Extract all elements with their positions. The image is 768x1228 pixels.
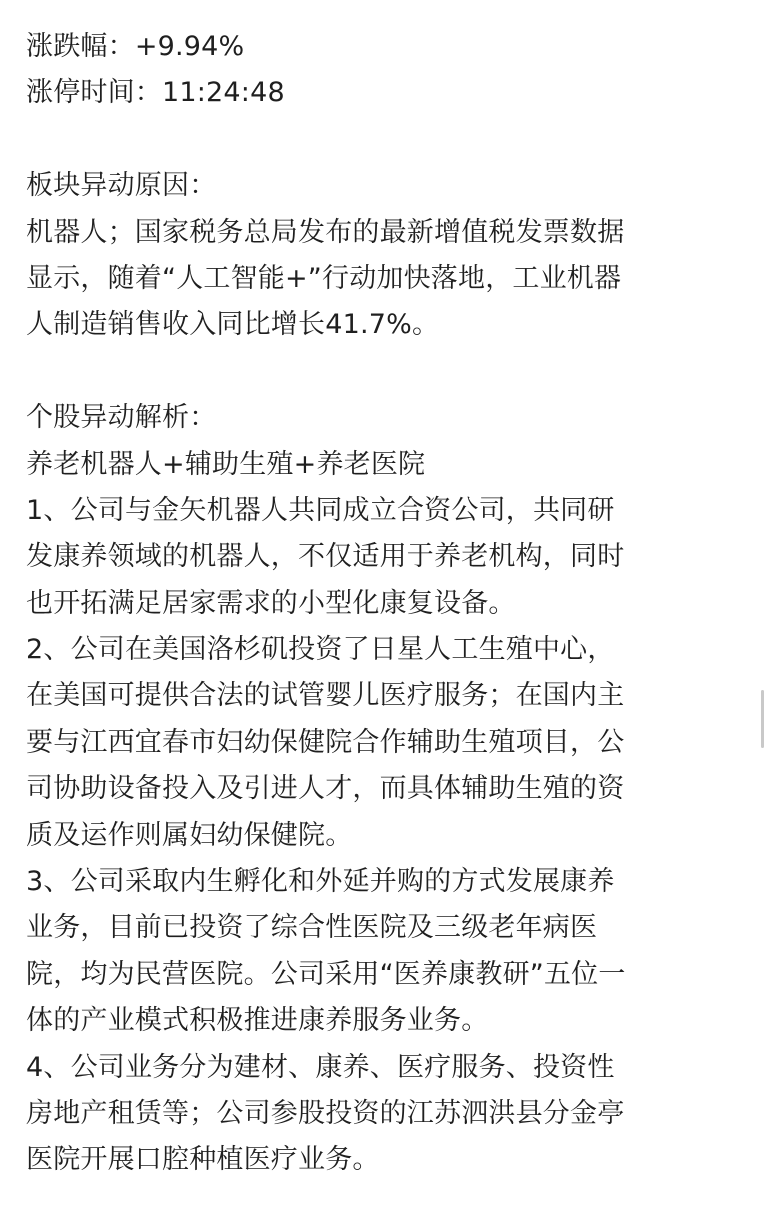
blank-line (26, 349, 746, 395)
analysis-point-3 (26, 859, 746, 1045)
analysis-point-line: 2、公司在美国洛杉矶投资了日星人工生殖中心， (26, 634, 615, 666)
price-change-label: 涨跌幅： (26, 31, 135, 62)
analysis-point-line: 4、公司业务分为建材、康养、医疗服务、投资性 (26, 1051, 615, 1083)
analysis-point-line: 体的产业模式积极推进康养服务业务。 (26, 1005, 489, 1037)
analysis-point-line: 3、公司采取内生孵化和外延并购的方式发展康养 (26, 866, 615, 898)
analysis-point-2 (26, 627, 746, 859)
concept-tags: 养老机器人+辅助生殖+养老医院 (26, 448, 426, 480)
sector-reason-line: 人制造销售收入同比增长41.7%。 (26, 309, 440, 341)
sector-reason-heading: 板块异动原因： (26, 170, 217, 202)
analysis-point-line: 在美国可提供合法的试管婴儿医疗服务；在国内主 (26, 680, 625, 712)
price-change-value: +9.94% (134, 31, 245, 62)
analysis-point-line: 房地产租赁等；公司参股投资的江苏泗洪县分金亭 (26, 1097, 625, 1129)
analysis-point-line: 质及运作则属妇幼保健院。 (26, 819, 353, 851)
sector-reason-line: 显示，随着“人工智能+”行动加快落地，工业机器 (26, 262, 622, 294)
stock-analysis-heading: 个股异动解析： (26, 402, 217, 434)
price-change-line (26, 24, 746, 70)
analysis-point-1 (26, 488, 746, 627)
analysis-point-4 (26, 1045, 746, 1184)
sector-reason-line: 机器人；国家税务总局发布的最新增值税发票数据 (26, 216, 625, 248)
analysis-point-line: 院，均为民营医院。公司采用“医养康教研”五位一 (26, 958, 626, 990)
blank-line (26, 117, 746, 163)
vertical-scrollbar[interactable] (761, 690, 764, 748)
analysis-point-line: 司协助设备投入及引进人才，而具体辅助生殖的资 (26, 773, 625, 805)
limit-up-time-label: 涨停时间： (26, 77, 162, 109)
analysis-point-line: 也开拓满足居家需求的小型化康复设备。 (26, 587, 516, 619)
analysis-point-line: 发康养领域的机器人，不仅适用于养老机构，同时 (26, 541, 625, 573)
analysis-point-line: 业务，目前已投资了综合性医院及三级老年病医 (26, 912, 598, 944)
article-body (26, 24, 746, 1184)
limit-up-time-value: 11:24:48 (162, 77, 285, 109)
limit-up-time-line (26, 70, 746, 116)
analysis-point-line: 要与江西宜春市妇幼保健院合作辅助生殖项目，公 (26, 726, 625, 758)
analysis-point-line: 1、公司与金矢机器人共同成立合资公司，共同研 (26, 494, 615, 526)
analysis-point-line: 医院开展口腔种植医疗业务。 (26, 1144, 380, 1176)
